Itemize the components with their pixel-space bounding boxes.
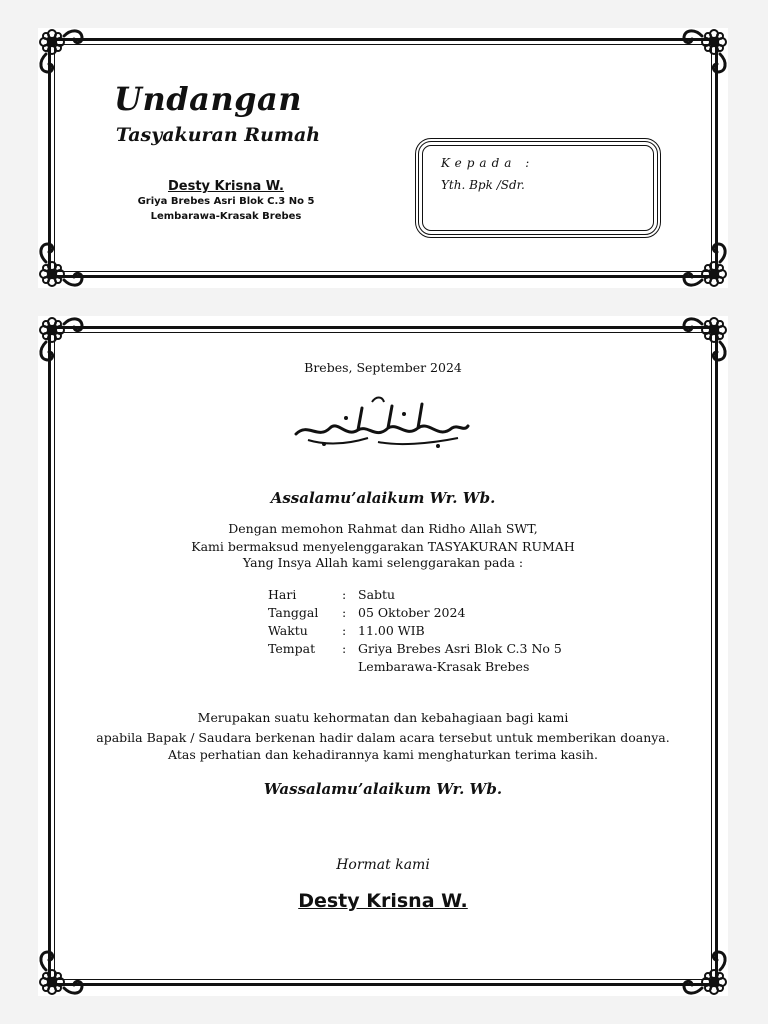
detail-key: Tanggal (268, 605, 319, 620)
detail-value: Sabtu (358, 587, 396, 602)
floral-corner-ornament-icon (680, 240, 728, 288)
invitation-title: Undangan (114, 80, 302, 118)
detail-value: 11.00 WIB (358, 623, 425, 638)
closing-line-3: Atas perhatian dan kehadirannya kami menghaturkan terima kasih. (168, 747, 598, 762)
event-details (268, 586, 562, 676)
bismillah-calligraphy-icon (288, 388, 476, 458)
detail-value-place-line-2: Lembarawa-Krasak Brebes (358, 659, 530, 674)
intro-line-2: Kami bermaksud menyelenggarakan TASYAKURAN RUMAH (191, 539, 575, 554)
floral-corner-ornament-icon (38, 948, 86, 996)
detail-row-date: Tanggal : 05 Oktober 2024 (268, 605, 466, 620)
detail-key: Tempat (268, 641, 316, 656)
floral-corner-ornament-icon (680, 28, 728, 76)
intro-line-1: Dengan memohon Rahmat dan Ridho Allah SWT, (228, 521, 538, 536)
closing-line-2: apabila Bapak / Saudara berkenan hadir dalam acara tersebut untuk memberikan doanya. (96, 730, 670, 745)
sender-address-line-2: Lembarawa-Krasak Brebes (150, 211, 302, 222)
sender-name: Desty Krisna W. (167, 179, 284, 194)
detail-value: Griya Brebes Asri Blok C.3 No 5 (358, 641, 562, 656)
recipient-line: Yth. Bpk /Sdr. (441, 178, 525, 192)
farewell: Wassalamu’alaikum Wr. Wb. (263, 780, 503, 798)
envelope-card (38, 28, 728, 288)
invitation-subtitle: Tasyakuran Rumah (115, 124, 321, 146)
greeting: Assalamu’alaikum Wr. Wb. (270, 489, 496, 507)
recipient-box (415, 138, 661, 238)
letter-card (38, 316, 728, 996)
signature-label: Hormat kami (336, 857, 430, 873)
intro-line-3: Yang Insya Allah kami selenggarakan pada : (242, 555, 524, 570)
detail-row-day: Hari : Sabtu (268, 587, 396, 602)
floral-corner-ornament-icon (38, 240, 86, 288)
floral-corner-ornament-icon (680, 948, 728, 996)
sender-address-line-1: Griya Brebes Asri Blok C.3 No 5 (137, 196, 315, 207)
detail-key: Waktu (268, 623, 308, 638)
closing-line-1: Merupakan suatu kehormatan dan kebahagiaan bagi kami (197, 710, 569, 725)
detail-value: 05 Oktober 2024 (358, 605, 466, 620)
detail-row-place-cont (268, 658, 562, 676)
detail-row-time: Waktu : 11.00 WIB (268, 623, 425, 638)
floral-corner-ornament-icon (38, 316, 86, 364)
detail-row-place: Tempat : Griya Brebes Asri Blok C.3 No 5 (268, 641, 562, 656)
recipient-label: Kepada : (441, 156, 535, 170)
place-date: Brebes, September 2024 (304, 360, 462, 375)
detail-key: Hari (268, 587, 297, 602)
floral-corner-ornament-icon (38, 28, 86, 76)
floral-corner-ornament-icon (680, 316, 728, 364)
signature-name: Desty Krisna W. (298, 890, 468, 912)
